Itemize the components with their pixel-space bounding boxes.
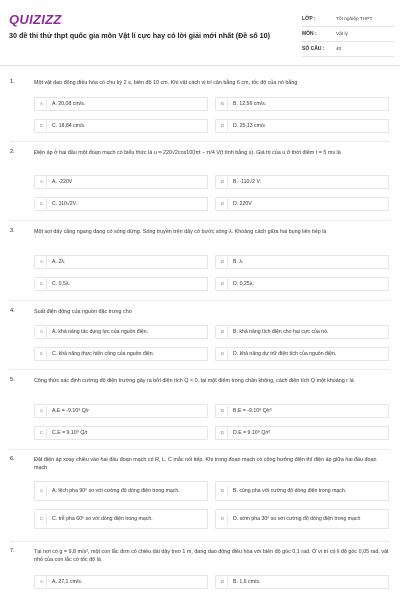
question-text: Tại nơi có g = 9,8 m/s², một con lắc đơn có chiều dài dây treo 1 m, đang dao động điều hòa với biên độ góc 0,1 rad. Ở vị trí có li độ góc 0,05 rad, vật nhỏ của con lắc có tốc độ là [34, 549, 389, 563]
option-text: D. 220V [233, 200, 252, 207]
option-letter: B [218, 99, 228, 109]
option-a[interactable] [34, 97, 208, 111]
option-a[interactable] [34, 481, 208, 501]
option-text: A. 20,08 cm/s. [52, 100, 86, 107]
option-text: A. -220V [52, 178, 73, 185]
option-text: C. 110√2V. [52, 200, 78, 207]
option-c[interactable] [34, 197, 208, 211]
option-letter: D [218, 121, 228, 131]
option-b[interactable] [215, 255, 389, 269]
option-a[interactable] [34, 404, 208, 418]
option-letter: A [37, 406, 47, 416]
option-letter: B [218, 406, 228, 416]
option-text: D. sớm pha 30⁰ so với cường độ dòng điện trong mạch [233, 515, 361, 522]
option-letter: D [218, 279, 228, 289]
option-text: B. khả năng tích điện cho hai cực của nó. [233, 328, 329, 335]
option-text: B. λ. [233, 258, 244, 265]
option-text: D. 25,13 cm/s [233, 122, 266, 129]
option-d[interactable] [215, 509, 389, 529]
question-divider [10, 449, 390, 450]
option-a[interactable] [34, 325, 208, 339]
question-number: 7. [10, 548, 15, 554]
option-letter: B [218, 177, 228, 187]
option-text: B.E = -9.10⁹ Q/r² [233, 407, 272, 414]
question-number: 3. [10, 228, 15, 234]
option-letter: D [218, 514, 228, 524]
meta-value: Vật lý [336, 31, 348, 37]
option-letter: A [37, 327, 47, 337]
option-letter: D [218, 428, 228, 438]
question-text: Một vật dao động điều hòa có chu kỳ 2 s, biên độ 10 cm. Khi vật cách vị trí cân bằng 6 cm, tốc độ của nó bằng [34, 80, 298, 86]
option-text: A. 2λ. [52, 258, 66, 265]
meta-value: Tốt nghiệp THPT [336, 16, 373, 22]
question-number: 1. [10, 79, 15, 85]
option-text: A. lệch pha 90⁰ so với cường độ dòng điện trong mạch. [52, 487, 180, 494]
option-d[interactable] [215, 119, 389, 133]
option-d[interactable] [215, 197, 389, 211]
option-a[interactable] [34, 175, 208, 189]
question-divider [10, 220, 390, 221]
option-a[interactable] [34, 575, 208, 589]
option-c[interactable] [34, 426, 208, 440]
option-c[interactable] [34, 277, 208, 291]
question-text: Đặt điện áp xoay chiều vào hai đầu đoạn mạch có R, L, C mắc nối tiếp. Khi trong đoạn mạch có cộng hưởng điện thì điện áp giữa hai đầu đoạn mạch [34, 457, 377, 471]
option-text: C.E = 9.10⁹ Q/r [52, 429, 88, 436]
question-number: 4. [10, 308, 15, 314]
option-c[interactable] [34, 119, 208, 133]
meta-label: MÔN : [302, 31, 317, 37]
option-text: B. 1,6 cm/s. [233, 578, 261, 585]
question-text: Suất điện động của nguồn đặc trưng cho [34, 309, 132, 315]
option-letter: A [37, 99, 47, 109]
meta-table [302, 12, 394, 57]
option-b[interactable] [215, 575, 389, 589]
meta-row-class [302, 12, 394, 27]
option-d[interactable] [215, 426, 389, 440]
option-letter: D [218, 349, 228, 359]
option-text: B. -110√2 V. [233, 178, 261, 185]
option-a[interactable] [34, 255, 208, 269]
question-divider [10, 141, 390, 142]
option-d[interactable] [215, 277, 389, 291]
option-letter: C [37, 199, 47, 209]
option-letter: C [37, 428, 47, 438]
option-b[interactable] [215, 97, 389, 111]
question-text: Công thức xác định cường độ điện trường gây ra bởi điện tích Q < 0, tại một điểm trong chân không, cách điện tích Q một khoảng r là [34, 378, 354, 384]
option-text: D. khả năng dự trữ điện tích của nguồn điện. [233, 350, 337, 357]
option-letter: B [218, 257, 228, 267]
option-text: C. khả năng thực hiện công của nguồn điện. [52, 350, 155, 357]
option-letter: B [218, 486, 228, 496]
option-text: C. 18,84 cm/s. [52, 122, 86, 129]
option-letter: A [37, 577, 47, 587]
option-letter: B [218, 577, 228, 587]
page-header [0, 0, 400, 66]
option-c[interactable] [34, 509, 208, 529]
option-text: B. 12,56 cm/s. [233, 100, 267, 107]
question-number: 6. [10, 456, 15, 462]
meta-value: 40 [336, 46, 342, 52]
option-text: A. 27,1 cm/s. [52, 578, 83, 585]
option-b[interactable] [215, 325, 389, 339]
option-letter: A [37, 486, 47, 496]
option-letter: D [218, 199, 228, 209]
question-text: Một sợi dây căng ngang đang có sóng dừng. Sóng truyền trên dây có bước sóng λ. Khoảng cách giữa hai bụng liên tiếp là [34, 229, 327, 235]
option-letter: B [218, 327, 228, 337]
option-letter: C [37, 121, 47, 131]
option-text: A.E = -9.10⁹ Q/r [52, 407, 89, 414]
option-text: D.E = 9.10⁹ Q/r² [233, 429, 271, 436]
option-text: A. khả năng tác dụng lực của nguồn điện. [52, 328, 149, 335]
option-d[interactable] [215, 347, 389, 361]
document-title: 30 đề thi thử thpt quốc gia môn Vật lí cực hay có lời giải mới nhất (Đề số 10) [9, 31, 271, 40]
question-number: 5. [10, 377, 15, 383]
option-c[interactable] [34, 347, 208, 361]
question-divider [10, 541, 390, 542]
option-letter: C [37, 349, 47, 359]
question-number: 2. [10, 149, 15, 155]
option-letter: A [37, 177, 47, 187]
option-text: C. 0,5λ. [52, 280, 70, 287]
option-b[interactable] [215, 175, 389, 189]
question-text: Điện áp ở hai đầu một đoạn mạch có biểu thức là u = 220√2cos100πt − π/4 V(t tính bằng s). Giá trị của u ở thời điểm t = 5 ms là [34, 150, 341, 156]
meta-label: LỚP : [302, 16, 316, 22]
option-letter: A [37, 257, 47, 267]
option-text: B. cùng pha với cường độ dòng điện trong mạch. [233, 487, 347, 494]
option-text: C. trễ pha 60⁰ so với dòng điện trong mạch. [52, 515, 153, 522]
meta-row-count [302, 42, 394, 57]
option-b[interactable] [215, 404, 389, 418]
option-letter: C [37, 514, 47, 524]
meta-label: SỐ CÂU : [302, 46, 325, 52]
option-text: D. 0,25λ. [233, 280, 254, 287]
option-b[interactable] [215, 481, 389, 501]
quizizz-logo: QUIZIZZ [9, 12, 62, 27]
meta-row-subject [302, 27, 394, 42]
question-divider [10, 300, 390, 301]
question-divider [10, 369, 390, 370]
option-letter: C [37, 279, 47, 289]
